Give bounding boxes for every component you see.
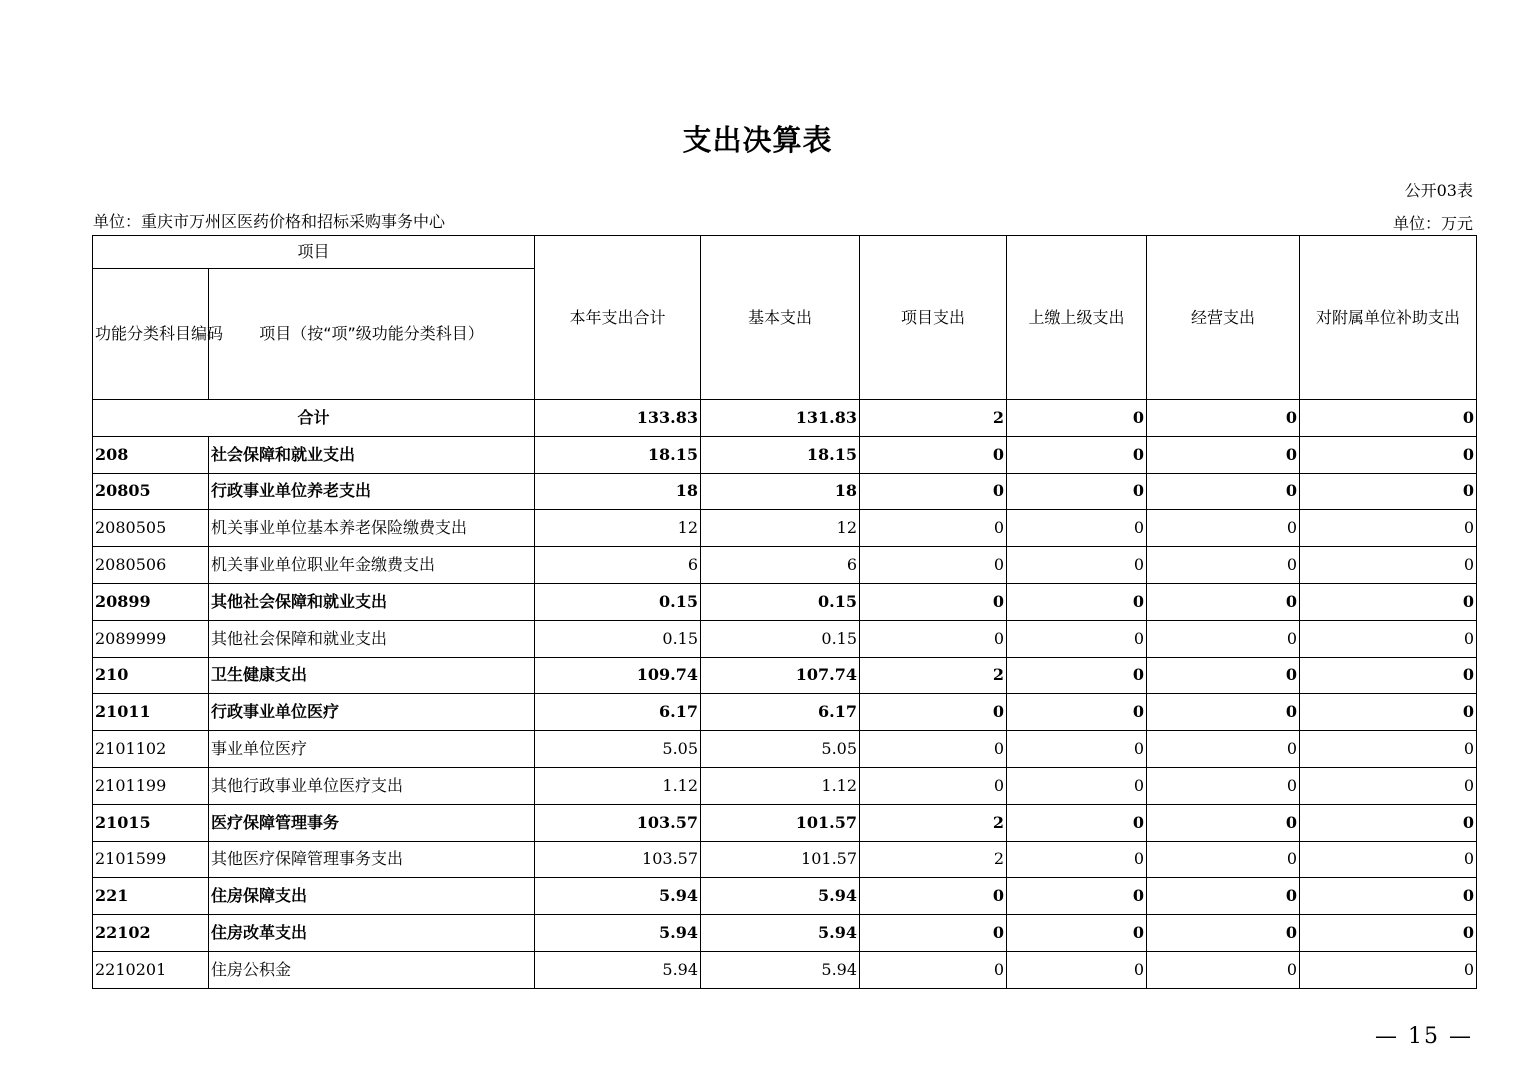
- header-total: 本年支出合计: [535, 236, 701, 400]
- row-upper: 0: [1007, 915, 1147, 952]
- row-name: 社会保障和就业支出: [209, 436, 535, 473]
- row-subsidy: 0: [1300, 583, 1477, 620]
- row-subsidy: 0: [1300, 767, 1477, 804]
- row-total: 1.12: [535, 767, 701, 804]
- row-upper: 0: [1007, 657, 1147, 694]
- row-name: 行政事业单位医疗: [209, 694, 535, 731]
- row-upper: 0: [1007, 547, 1147, 584]
- row-basic: 107.74: [701, 657, 860, 694]
- table-row: [93, 620, 1477, 657]
- row-project: 0: [860, 510, 1007, 547]
- row-basic: 101.57: [701, 841, 860, 878]
- row-project: 0: [860, 915, 1007, 952]
- header-upper: 上缴上级支出: [1007, 236, 1147, 400]
- row-total: 12: [535, 510, 701, 547]
- row-subsidy: 0: [1300, 510, 1477, 547]
- row-code: 21015: [93, 804, 209, 841]
- row-basic: 5.94: [701, 951, 860, 988]
- form-number: 公开03表: [1404, 181, 1473, 200]
- row-basic: 0.15: [701, 620, 860, 657]
- row-name: 事业单位医疗: [209, 731, 535, 768]
- row-name: 住房公积金: [209, 951, 535, 988]
- row-total: 0.15: [535, 620, 701, 657]
- row-total: 18.15: [535, 436, 701, 473]
- total-label: 合计: [93, 400, 535, 437]
- row-code: 2210201: [93, 951, 209, 988]
- total-total: 133.83: [535, 400, 701, 437]
- row-business: 0: [1147, 620, 1300, 657]
- row-project: 0: [860, 436, 1007, 473]
- row-total: 6.17: [535, 694, 701, 731]
- row-name: 其他社会保障和就业支出: [209, 620, 535, 657]
- row-business: 0: [1147, 878, 1300, 915]
- row-business: 0: [1147, 694, 1300, 731]
- total-project: 2: [860, 400, 1007, 437]
- row-upper: 0: [1007, 951, 1147, 988]
- row-total: 5.94: [535, 951, 701, 988]
- header-code: 功能分类科目编码: [93, 269, 209, 400]
- table-row: [93, 473, 1477, 510]
- row-upper: 0: [1007, 436, 1147, 473]
- row-business: 0: [1147, 547, 1300, 584]
- row-total: 6: [535, 547, 701, 584]
- table-row: [93, 804, 1477, 841]
- row-name: 住房保障支出: [209, 878, 535, 915]
- header-project-expense: 项目支出: [860, 236, 1007, 400]
- table-row: [93, 657, 1477, 694]
- row-basic: 5.94: [701, 878, 860, 915]
- row-total: 18: [535, 473, 701, 510]
- table-row: [93, 436, 1477, 473]
- row-basic: 5.05: [701, 731, 860, 768]
- row-name: 医疗保障管理事务: [209, 804, 535, 841]
- row-project: 2: [860, 657, 1007, 694]
- row-code: 20805: [93, 473, 209, 510]
- total-row: [93, 400, 1477, 437]
- row-name: 机关事业单位职业年金缴费支出: [209, 547, 535, 584]
- header-row-1: [93, 236, 1477, 269]
- row-code: 208: [93, 436, 209, 473]
- row-name: 机关事业单位基本养老保险缴费支出: [209, 510, 535, 547]
- row-code: 2101599: [93, 841, 209, 878]
- row-upper: 0: [1007, 804, 1147, 841]
- row-basic: 1.12: [701, 767, 860, 804]
- row-project: 0: [860, 951, 1007, 988]
- row-business: 0: [1147, 841, 1300, 878]
- row-code: 2080506: [93, 547, 209, 584]
- row-total: 0.15: [535, 583, 701, 620]
- header-basic: 基本支出: [701, 236, 860, 400]
- row-project: 0: [860, 731, 1007, 768]
- row-subsidy: 0: [1300, 657, 1477, 694]
- row-upper: 0: [1007, 583, 1147, 620]
- row-code: 2089999: [93, 620, 209, 657]
- row-name: 行政事业单位养老支出: [209, 473, 535, 510]
- row-project: 0: [860, 547, 1007, 584]
- row-basic: 5.94: [701, 915, 860, 952]
- unit-organization: 单位：重庆市万州区医药价格和招标采购事务中心: [93, 212, 446, 231]
- row-project: 2: [860, 804, 1007, 841]
- row-business: 0: [1147, 731, 1300, 768]
- row-basic: 0.15: [701, 583, 860, 620]
- total-subsidy: 0: [1300, 400, 1477, 437]
- row-business: 0: [1147, 510, 1300, 547]
- row-name: 住房改革支出: [209, 915, 535, 952]
- row-project: 0: [860, 694, 1007, 731]
- row-upper: 0: [1007, 767, 1147, 804]
- row-code: 22102: [93, 915, 209, 952]
- row-basic: 18.15: [701, 436, 860, 473]
- row-upper: 0: [1007, 620, 1147, 657]
- row-subsidy: 0: [1300, 804, 1477, 841]
- page-number: — 15 —: [1375, 1024, 1473, 1049]
- row-subsidy: 0: [1300, 731, 1477, 768]
- table-row: [93, 841, 1477, 878]
- row-name: 其他社会保障和就业支出: [209, 583, 535, 620]
- row-name: 卫生健康支出: [209, 657, 535, 694]
- page-title: 支出决算表: [682, 123, 833, 157]
- header-project: 项目: [93, 236, 535, 269]
- row-project: 2: [860, 841, 1007, 878]
- expenditure-table: [92, 235, 1477, 989]
- row-code: 21011: [93, 694, 209, 731]
- table-row: [93, 915, 1477, 952]
- total-upper: 0: [1007, 400, 1147, 437]
- row-business: 0: [1147, 915, 1300, 952]
- row-code: 210: [93, 657, 209, 694]
- header-name: 项目（按“项”级功能分类科目）: [209, 269, 535, 400]
- row-upper: 0: [1007, 694, 1147, 731]
- row-code: 20899: [93, 583, 209, 620]
- row-basic: 6.17: [701, 694, 860, 731]
- row-basic: 6: [701, 547, 860, 584]
- row-upper: 0: [1007, 841, 1147, 878]
- table-row: [93, 731, 1477, 768]
- row-subsidy: 0: [1300, 951, 1477, 988]
- row-subsidy: 0: [1300, 841, 1477, 878]
- row-name: 其他行政事业单位医疗支出: [209, 767, 535, 804]
- total-business: 0: [1147, 400, 1300, 437]
- row-total: 5.94: [535, 878, 701, 915]
- total-basic: 131.83: [701, 400, 860, 437]
- row-business: 0: [1147, 583, 1300, 620]
- row-business: 0: [1147, 436, 1300, 473]
- row-code: 2080505: [93, 510, 209, 547]
- row-project: 0: [860, 767, 1007, 804]
- row-subsidy: 0: [1300, 473, 1477, 510]
- header-business: 经营支出: [1147, 236, 1300, 400]
- row-upper: 0: [1007, 731, 1147, 768]
- row-code: 2101199: [93, 767, 209, 804]
- row-subsidy: 0: [1300, 620, 1477, 657]
- table-row: [93, 694, 1477, 731]
- row-business: 0: [1147, 804, 1300, 841]
- row-basic: 101.57: [701, 804, 860, 841]
- row-project: 0: [860, 583, 1007, 620]
- table-row: [93, 767, 1477, 804]
- row-basic: 18: [701, 473, 860, 510]
- row-project: 0: [860, 473, 1007, 510]
- row-business: 0: [1147, 767, 1300, 804]
- row-subsidy: 0: [1300, 694, 1477, 731]
- row-total: 5.05: [535, 731, 701, 768]
- table-row: [93, 547, 1477, 584]
- row-business: 0: [1147, 951, 1300, 988]
- row-subsidy: 0: [1300, 915, 1477, 952]
- row-business: 0: [1147, 473, 1300, 510]
- unit-currency: 单位：万元: [1392, 214, 1473, 233]
- row-project: 0: [860, 878, 1007, 915]
- row-subsidy: 0: [1300, 878, 1477, 915]
- row-business: 0: [1147, 657, 1300, 694]
- table-row: [93, 583, 1477, 620]
- row-project: 0: [860, 620, 1007, 657]
- table-row: [93, 951, 1477, 988]
- row-upper: 0: [1007, 878, 1147, 915]
- row-basic: 12: [701, 510, 860, 547]
- row-upper: 0: [1007, 473, 1147, 510]
- row-upper: 0: [1007, 510, 1147, 547]
- header-subsidy: 对附属单位补助支出: [1300, 236, 1477, 400]
- row-total: 109.74: [535, 657, 701, 694]
- row-code: 2101102: [93, 731, 209, 768]
- row-total: 103.57: [535, 841, 701, 878]
- row-total: 5.94: [535, 915, 701, 952]
- row-code: 221: [93, 878, 209, 915]
- row-subsidy: 0: [1300, 547, 1477, 584]
- row-subsidy: 0: [1300, 436, 1477, 473]
- row-total: 103.57: [535, 804, 701, 841]
- table-row: [93, 878, 1477, 915]
- row-name: 其他医疗保障管理事务支出: [209, 841, 535, 878]
- table-row: [93, 510, 1477, 547]
